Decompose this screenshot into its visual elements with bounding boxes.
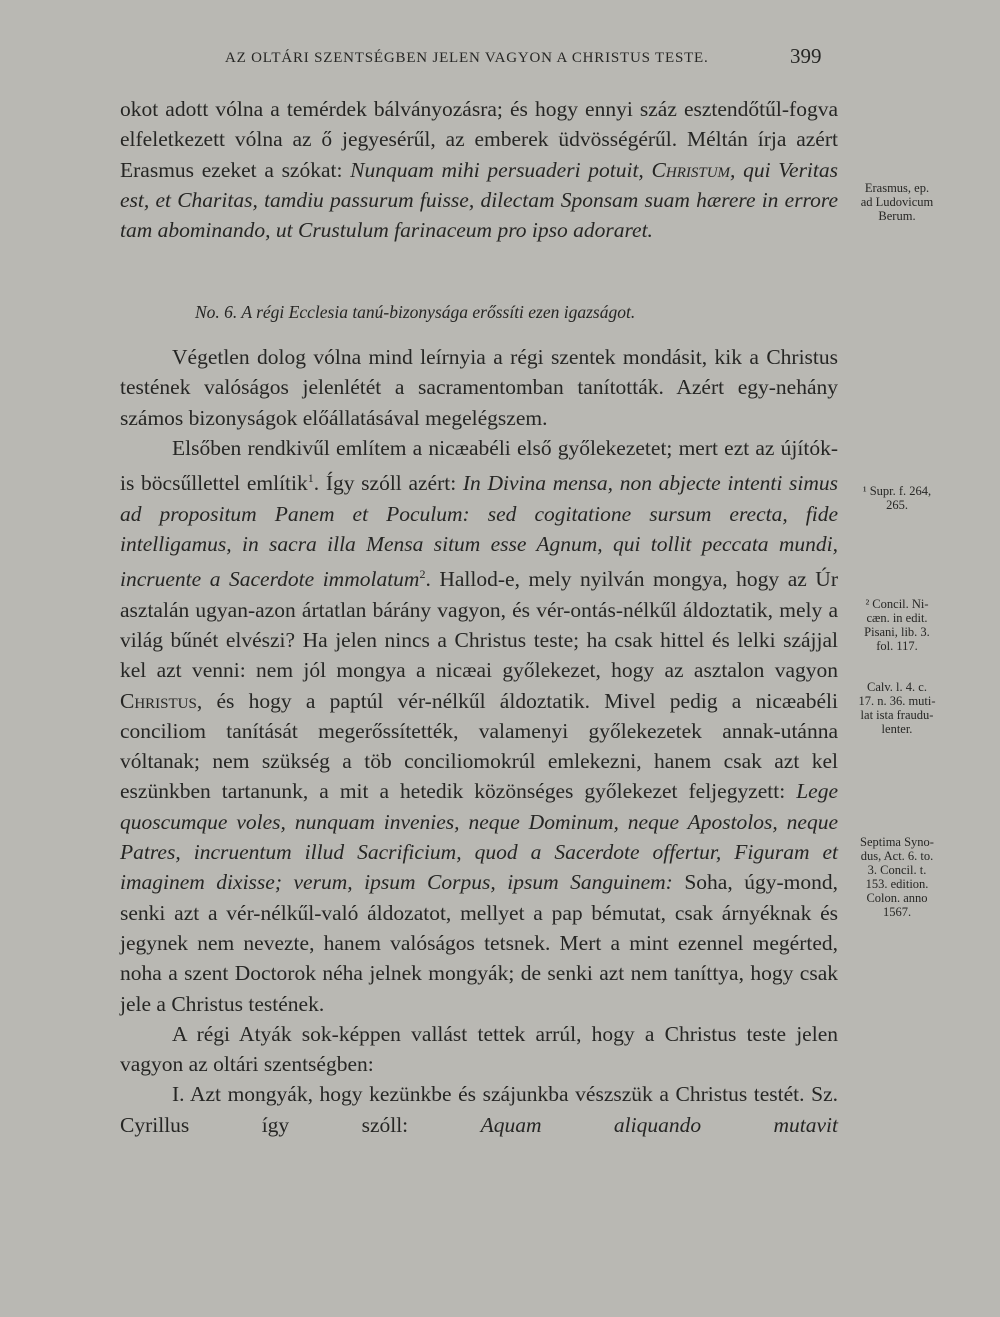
body-text: és hogy a paptúl vér-nélkűl áldoztatik. Mivel pedig a nicæabéli conciliom tanítását megerőssítették, valamenyi győlekezetek annak-utánna vóltanak; nem szükség a töb conciliomokrúl emlekezni, hanem csak azt kel eszünkben tartanunk, a mit a hetedik közönséges győlekezet feljegyzett:	[120, 688, 838, 804]
latin-quote: Aquam aliquando mutavit	[480, 1112, 838, 1137]
paragraph-nicaea	[120, 433, 838, 1019]
paragraph-cyrillus	[120, 1079, 838, 1140]
body-text: I. Azt mongyák, hogy kezünkbe és szájunkba vészszük a Christus testét. Sz. Cyrillus így szóll:	[120, 1082, 838, 1137]
margin-note-calv: Calv. l. 4. c. 17. n. 36. muti- lat ista fraudu- lenter.	[858, 680, 936, 736]
small-caps-name: Christus,	[120, 688, 203, 713]
latin-quote: In Divina mensa, non abjecte intenti simus ad propositum Panem et Poculum: sed cogitatione sursum erecta, fide intelligamus, in sacra illa Mensa situm esse Agnum, qui tollit peccata mundi, incruente a Sacerdote immolatum	[120, 471, 838, 592]
body-text: . Így szóll azért:	[313, 471, 463, 496]
paragraph-erasmus	[120, 94, 838, 245]
section-heading: No. 6. A régi Ecclesia tanú-bizonysága erőssíti ezen igazságot.	[195, 302, 636, 322]
paragraph-intro: Végetlen dolog vólna mind leírnyia a régi szentek mondásit, kik a Christus testének valóságos jelenlétét a sacramentomban tanították. Azért egy-nehány számos bizonyságok előállatásával megelégszem.	[120, 345, 838, 430]
paragraph-fathers: A régi Atyák sok-képpen vallást tettek arrúl, hogy a Christus teste jelen vagyon az oltári szentségben:	[120, 1021, 838, 1077]
page-number: 399	[790, 44, 822, 68]
footnote-marker: 1	[307, 471, 314, 486]
latin-quote: Nunquam mihi persuaderi potuit,	[350, 157, 652, 182]
margin-note-erasmus: Erasmus, ep. ad Ludovicum Berum.	[860, 181, 934, 223]
margin-note-supr: ¹ Supr. f. 264, 265.	[862, 484, 932, 512]
running-title: AZ OLTÁRI SZENTSÉGBEN JELEN VAGYON A CHRISTUS TESTE.	[225, 50, 709, 66]
text-block-top	[120, 94, 838, 245]
body-text: Elsőben rendkivűl említem a nicæabéli első győlekezetet; mert ezt az újítók-is böcsűllettel említik	[120, 435, 838, 496]
latin-quote: qui Veritas est, et Charitas, tamdiu passurum fuisse, dilectam Sponsam suam hærere in errore tam abominando, ut Crustulum farinaceum pro ipso adoraret.	[120, 157, 838, 243]
latin-quote: Lege quoscumque voles, nunquam invenies, neque Dominum, neque Apostolos, neque Patres, incruentum illud Sacrificium, quod a Sacerdote offertur, Figuram et imaginem dixisse; verum, ipsum Corpus, ipsum Sanguinem:	[120, 779, 838, 895]
margin-note-concil: ² Concil. Ni- cæn. in edit. Pisani, lib. 3. fol. 117.	[864, 597, 930, 653]
body-text: . Hallod-e, mely nyilván mongya, hogy az Úr asztalán ugyan-azon ártatlan bárány vagyon, és vér-ontás-nélkűl áldoztatik, mely a világ bűnét elvészi? Ha jelen nincs a Christus teste; ha csak hittel és lelki szájjal kel azt venni: nem jól mongya a nicæai győlekezet, hogy az asztalon vagyon	[120, 567, 838, 683]
body-text: okot adott vólna a temérdek bálványozásra; és hogy ennyi száz esztendőtűl-fogva elfeletkezett vólna az ő jegyesérűl, az emberek üdvösségérűl. Méltán írja azért Erasmus ezeket a szókat:	[120, 97, 838, 182]
text-block-main	[120, 342, 838, 1140]
margin-note-septima: Septima Syno- dus, Act. 6. to. 3. Concil. t. 153. edition. Colon. anno 1567.	[860, 835, 934, 919]
body-text: Soha, úgy-mond, senki azt a vér-nélkűl-való áldozatot, mellyet a pap bémutat, csak árnyéknak és jegynek nem nevezte, hanem valóságos tetsnek. Mert a mint ezennel megérted, noha a szent Doctorok néha jelnek mongyák; de senki azt nem taníttya, hogy csak jele a Christus testének.	[120, 870, 838, 1016]
page-header	[0, 44, 1000, 72]
footnote-marker: 2	[419, 567, 426, 582]
latin-quote-name: Christum,	[651, 157, 736, 182]
